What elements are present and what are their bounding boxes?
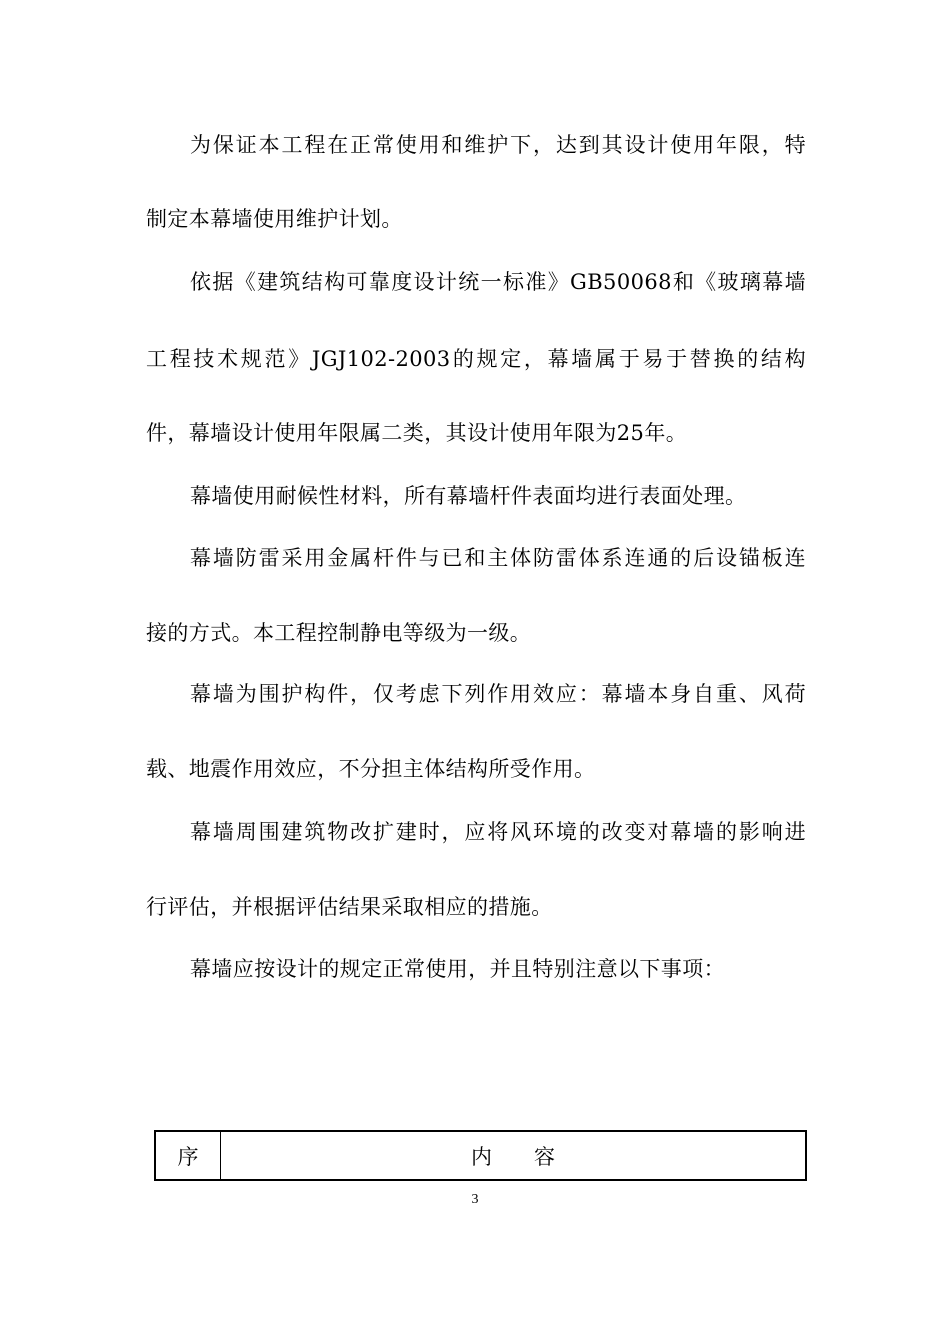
paragraph-line: 幕墙使用耐候性材料，所有幕墙杆件表面均进行表面处理。 <box>190 484 747 508</box>
items-table-header <box>154 1130 807 1181</box>
paragraph-line: 幕墙周围建筑物改扩建时，应将风环境的改变对幕墙的影响进 <box>190 820 806 844</box>
paragraph-line: 载、地震作用效应，不分担主体结构所受作用。 <box>146 757 596 781</box>
paragraph-line: 接的方式。本工程控制静电等级为一级。 <box>146 621 532 645</box>
page-number: 3 <box>471 1192 479 1207</box>
paragraph-line: 幕墙为围护构件，仅考虑下列作用效应：幕墙本身自重、风荷 <box>190 682 806 706</box>
paragraph-line: 为保证本工程在正常使用和维护下，达到其设计使用年限，特 <box>190 133 806 157</box>
paragraph-line: 幕墙应按设计的规定正常使用，并且特别注意以下事项： <box>190 957 725 981</box>
paragraph-line: 行评估，并根据评估结果采取相应的措施。 <box>146 895 553 919</box>
table-header-seq: 序 <box>156 1132 221 1179</box>
paragraph-line: 制定本幕墙使用维护计划。 <box>146 207 403 231</box>
paragraph-line: 工程技术规范》JGJ102-2003的规定，幕墙属于易于替换的结构 <box>146 347 806 371</box>
paragraph-line: 幕墙防雷采用金属杆件与已和主体防雷体系连通的后设锚板连 <box>190 546 806 570</box>
paragraph-line: 依据《建筑结构可靠度设计统一标准》GB50068和《玻璃幕墙 <box>190 270 806 294</box>
table-header-content: 内 容 <box>471 1144 555 1169</box>
paragraph-line: 件，幕墙设计使用年限属二类，其设计使用年限为25年。 <box>146 421 688 445</box>
